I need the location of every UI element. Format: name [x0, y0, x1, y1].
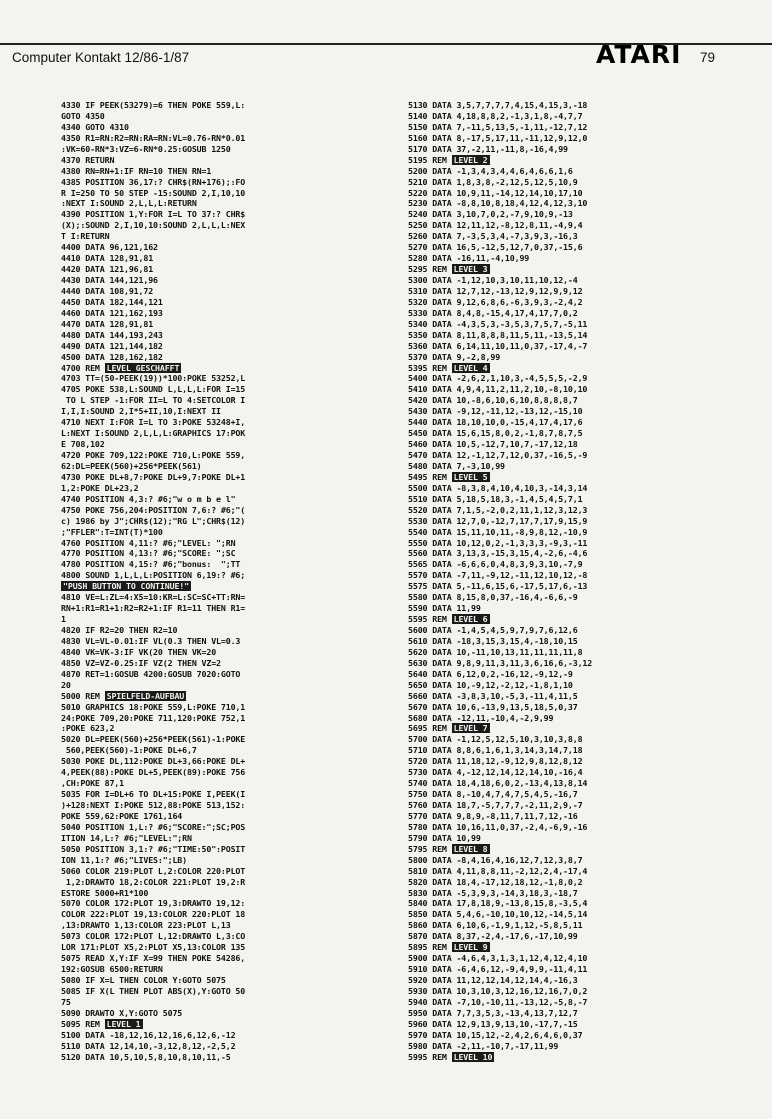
code-line: 5940 DATA -7,10,-10,11,-13,12,-5,8,-7: [408, 996, 588, 1007]
code-line: 5130 DATA 3,5,7,7,7,7,4,15,4,15,3,-18: [408, 100, 588, 110]
code-line: ITION 14,L:? #6;"LEVEL:";RN: [61, 832, 192, 843]
code-line: 5210 DATA 1,8,3,8,-2,12,5,12,5,10,9: [408, 176, 578, 187]
code-line: [408, 472, 753, 483]
code-line: 20: [61, 679, 71, 690]
code-line: 5820 DATA 18,4,-17,12,18,12,-1,8,0,2: [408, 876, 583, 887]
code-line: 4800 SOUND 1,L,L,L:POSITION 6,19:? #6;: [61, 570, 246, 581]
code-line: 5500 DATA -8,3,8,4,10,4,10,3,-14,3,14: [408, 482, 588, 493]
code-line: 62:DL=PEEK(560)+256*PEEK(561): [61, 460, 202, 471]
code-line: 4350 R1=RN:R2=RN:RA=RN:VL=0.76-RN*0.01: [61, 132, 246, 143]
code-line: 5300 DATA -1,12,10,3,10,11,10,12,-4: [408, 275, 578, 285]
code-line: 5610 DATA -18,3,15,3,15,4,-18,10,15: [408, 635, 578, 646]
code-line: 5640 DATA 6,12,0,2,-16,12,-9,12,-9: [408, 668, 573, 679]
code-line-prefix: 4700 REM: [61, 362, 105, 373]
code-line: 4720 POKE 709,122:POKE 710,L:POKE 559,: [61, 450, 246, 460]
inverse-video-label: LEVEL 2: [453, 154, 488, 165]
code-line: [61, 581, 391, 592]
code-line: 5760 DATA 18,7,-5,7,7,7,-2,11,2,9,-7: [408, 800, 583, 810]
code-line: 4,PEEK(88):POKE DL+5,PEEK(89):POKE 756: [61, 767, 246, 778]
code-line: :VK=60-RN*3:VZ=6-RN*0.25:GOSUB 1250: [61, 143, 231, 154]
listing-column-left: [61, 100, 391, 1063]
publication-title: Computer Kontakt 12/86-1/87: [12, 50, 190, 65]
code-line: 4830 VL=VL-0.01:IF VL(0.3 THEN VL=0.3: [61, 635, 241, 646]
code-line-prefix: 5895 REM: [408, 942, 452, 953]
code-line: [408, 723, 753, 734]
code-line: 5260 DATA 7,-3,5,3,4,-7,3,9,3,-16,3: [408, 231, 578, 242]
code-line: 1: [61, 614, 66, 625]
inverse-video-label: "PUSH BUTTON TO CONTINUE!": [63, 581, 189, 592]
code-line: 4480 DATA 144,193,243: [61, 329, 163, 340]
code-line: 5110 DATA 12,14,10,-3,12,8,12,-2,5,2: [61, 1040, 236, 1051]
code-line: 5600 DATA -1,4,5,4,5,9,7,9,7,6,12,6: [408, 625, 578, 635]
code-line: 5680 DATA -12,11,-10,4,-2,9,99: [408, 712, 554, 723]
code-line: 4330 IF PEEK(53279)=6 THEN POKE 559,L:: [61, 100, 246, 110]
code-line-prefix: 5295 REM: [408, 264, 452, 275]
code-line: 4430 DATA 144,121,96: [61, 275, 158, 285]
code-line: 5450 DATA 15,6,15,8,0,2,-1,8,7,8,7,5: [408, 428, 583, 439]
code-line: 5910 DATA -6,4,6,12,-9,4,9,9,-11,4,11: [408, 964, 588, 975]
code-line: 5480 DATA 7,-3,10,99: [408, 460, 505, 471]
inverse-video-label: LEVEL GESCHAFFT: [106, 362, 180, 373]
code-line: ION 11,1:? #6;"LIVES:";LB): [61, 854, 187, 865]
code-line: 4410 DATA 128,91,81: [61, 253, 154, 264]
code-line: 4850 VZ=VZ-0.25:IF VZ(2 THEN VZ=2: [61, 657, 221, 668]
code-line: 5230 DATA -8,8,10,8,18,4,12,4,12,3,10: [408, 198, 588, 209]
code-line: E 708,102: [61, 439, 105, 450]
code-line: 5620 DATA 10,-11,10,13,11,11,11,11,8: [408, 646, 583, 657]
code-line: 4420 DATA 121,96,81: [61, 264, 154, 275]
code-line: 5510 DATA 5,18,5,18,3,-1,4,5,4,5,7,1: [408, 493, 583, 504]
code-line: 5575 DATA 5,-11,6,15,6,-17,5,17,6,-13: [408, 581, 588, 592]
code-line: 4380 RN=RN+1:IF RN=10 THEN RN=1: [61, 165, 212, 176]
code-line: 1,2:DRAWTO 18,2:COLOR 221:PLOT 19,2:R: [61, 876, 246, 887]
code-line: GOTO 4350: [61, 110, 105, 121]
code-line: 5350 DATA 8,11,8,8,8,11,5,11,-13,5,14: [408, 329, 588, 340]
code-line: 5870 DATA 8,37,-2,4,-17,6,-17,10,99: [408, 931, 578, 942]
code-line: (X);:SOUND 2,I,10,10:SOUND 2,L,L,L:NEX: [61, 220, 246, 231]
code-line: 5950 DATA 7,7,3,5,3,-13,4,13,7,12,7: [408, 1007, 578, 1018]
code-line: 5630 DATA 9,8,9,11,3,11,3,6,16,6,-3,12: [408, 657, 593, 668]
code-line: 4460 DATA 121,162,193: [61, 307, 163, 318]
code-line: 5980 DATA -2,11,-10,7,-17,11,99: [408, 1040, 559, 1051]
code-line: [61, 363, 391, 374]
code-line: 560,PEEK(560)-1:POKE DL+6,7: [61, 745, 197, 756]
code-line: 5073 COLOR 172:PLOT L,12:DRAWTO L,3:CO: [61, 931, 246, 942]
code-line: 5410 DATA 4,9,4,11,2,11,2,10,-8,10,10: [408, 384, 588, 395]
code-line: 5920 DATA 11,12,12,14,12,14,4,-16,3: [408, 975, 578, 985]
code-line: 5730 DATA 4,-12,12,14,12,14,10,-16,4: [408, 767, 583, 778]
code-line: 4440 DATA 108,91,72: [61, 285, 154, 296]
code-line: 5085 IF X(L THEN PLOT ABS(X),Y:GOTO 50: [61, 985, 246, 996]
code-line: 5030 POKE DL,112:POKE DL+3,66:POKE DL+: [61, 756, 246, 767]
code-line: [408, 264, 753, 275]
code-line: 5780 DATA 10,16,11,0,37,-2,4,-6,9,-16: [408, 821, 588, 832]
code-line-prefix: 5395 REM: [408, 362, 452, 373]
code-line: 4703 TT=(50-PEEK(19))*100:POKE 53252,L: [61, 373, 246, 384]
code-line: 5660 DATA -3,8,3,10,-5,3,-11,4,11,5: [408, 690, 578, 701]
code-line: 4770 POSITION 4,13:? #6;"SCORE: ";SC: [61, 548, 236, 559]
code-line: 4740 POSITION 4,3:? #6;"w o m b e l": [61, 493, 236, 504]
code-line: 5750 DATA 8,-10,4,7,4,7,5,4,5,-16,7: [408, 789, 578, 800]
code-line: 4490 DATA 121,144,182: [61, 340, 163, 351]
code-line: 5100 DATA -18,12,16,12,16,6,12,6,-12: [61, 1029, 236, 1040]
code-line: 5580 DATA 8,15,8,0,37,-16,4,-6,6,-9: [408, 592, 578, 603]
inverse-video-label: LEVEL 10: [453, 1051, 493, 1062]
code-line-prefix: 5000 REM: [61, 690, 105, 701]
code-line: 5090 DRAWTO X,Y:GOTO 5075: [61, 1007, 183, 1018]
code-line: 4705 POKE 538,L:SOUND L,L,L,L:FOR I=15: [61, 384, 246, 395]
code-line: 5850 DATA 5,4,6,-10,10,10,12,-14,5,14: [408, 909, 588, 920]
code-line: 5790 DATA 10,99: [408, 832, 481, 843]
code-line: 5400 DATA -2,6,2,1,10,3,-4,5,5,5,-2,9: [408, 373, 588, 384]
code-line: 5800 DATA -8,4,16,4,16,12,7,12,3,8,7: [408, 854, 583, 865]
code-line: [408, 942, 753, 953]
code-line: 5570 DATA -7,11,-9,12,-11,12,10,12,-8: [408, 570, 588, 581]
code-line: [408, 614, 753, 625]
code-line: 5270 DATA 16,5,-12,5,12,7,0,37,-15,6: [408, 242, 583, 253]
code-line: 5420 DATA 10,-8,6,10,6,10,8,8,8,8,7: [408, 395, 578, 406]
code-line: ,CH:POKE 87,1: [61, 778, 124, 789]
code-line: 5020 DL=PEEK(560)+256*PEEK(561)-1:POKE: [61, 734, 246, 745]
code-line: 5040 POSITION 1,L:? #6;"SCORE:";SC;POS: [61, 821, 246, 832]
code-line: 5320 DATA 9,12,6,8,6,-6,3,9,3,-2,4,2: [408, 296, 583, 307]
code-line: 5970 DATA 10,15,12,-2,4,2,6,4,6,0,37: [408, 1029, 583, 1040]
code-line: 5370 DATA 9,-2,8,99: [408, 351, 501, 362]
code-line: 5670 DATA 10,6,-13,9,13,5,18,5,0,37: [408, 701, 578, 712]
inverse-video-label: SPIELFELD-AUFBAU: [106, 690, 185, 701]
code-line: 5930 DATA 10,3,10,3,12,16,12,16,7,0,2: [408, 985, 588, 996]
code-line: 5070 COLOR 172:PLOT 19,3:DRAWTO 19,12:: [61, 898, 246, 909]
code-line: )+128:NEXT I:POKE 512,88:POKE 513,152:: [61, 800, 246, 810]
code-line: 5010 GRAPHICS 18:POKE 559,L:POKE 710,1: [61, 701, 246, 712]
code-line: 5710 DATA 8,8,6,1,6,1,3,14,3,14,7,18: [408, 745, 583, 756]
code-line-prefix: 5695 REM: [408, 723, 452, 734]
code-line: 4820 IF R2=20 THEN R2=10: [61, 625, 178, 635]
code-line: 192:GOSUB 6500:RETURN: [61, 964, 163, 975]
code-line: [61, 1019, 391, 1030]
code-line: 5540 DATA 15,11,10,11,-8,9,8,12,-10,9: [408, 526, 588, 537]
code-line: 5770 DATA 9,8,9,-8,11,7,11,7,12,-16: [408, 810, 578, 821]
code-line: 4750 POKE 756,204:POSITION 7,6:? #6;"(: [61, 504, 246, 515]
code-line: L:NEXT I:SOUND 2,L,L,L:GRAPHICS 17:POK: [61, 428, 246, 439]
code-line: 75: [61, 996, 71, 1007]
code-line: LOR 171:PLOT X5,2:PLOT X5,13:COLOR 135: [61, 942, 246, 953]
code-line: 1,2:POKE DL+23,2: [61, 482, 139, 493]
code-line: 5220 DATA 10,9,11,-14,12,14,10,17,10: [408, 187, 583, 198]
code-line: 5080 IF X=L THEN COLOR Y:GOTO 5075: [61, 975, 226, 985]
code-line: 4385 POSITION 36,17:? CHR$(RN+176);:FO: [61, 176, 246, 187]
code-line: [408, 155, 753, 166]
inverse-video-label: LEVEL 9: [453, 942, 488, 953]
code-line: 5170 DATA 37,-2,11,-11,8,-16,4,99: [408, 143, 568, 154]
code-line: 5140 DATA 4,18,8,8,2,-1,3,1,8,-4,7,7: [408, 110, 583, 121]
code-line: 5280 DATA -16,11,-4,10,99: [408, 253, 530, 264]
code-line: 5060 COLOR 219:PLOT L,2:COLOR 220:PLOT: [61, 865, 246, 876]
code-line: 5560 DATA 3,13,3,-15,3,15,4,-2,6,-4,6: [408, 548, 588, 559]
code-line: 5720 DATA 11,18,12,-9,12,9,8,12,8,12: [408, 756, 583, 767]
code-line: 4400 DATA 96,121,162: [61, 242, 158, 253]
code-line: 4710 NEXT I:FOR I=L TO 3:POKE 53248+I,: [61, 417, 246, 428]
code-line: 5810 DATA 4,11,8,8,11,-2,12,2,4,-17,4: [408, 865, 588, 876]
code-line: 5240 DATA 3,10,7,0,2,-7,9,10,9,-13: [408, 209, 573, 220]
code-line: 5470 DATA 12,-1,12,7,12,0,37,-16,5,-9: [408, 450, 588, 460]
code-line: 5250 DATA 12,11,12,-8,12,8,11,-4,9,4: [408, 220, 583, 231]
code-line: [408, 1052, 753, 1063]
code-line: 5310 DATA 12,7,12,-13,12,9,12,9,9,12: [408, 285, 583, 296]
code-line-prefix: 5095 REM: [61, 1018, 105, 1029]
code-line: 5840 DATA 17,8,18,9,-13,8,15,8,-3,5,4: [408, 898, 588, 909]
page-number: 79: [700, 50, 716, 65]
inverse-video-label: LEVEL 7: [453, 723, 488, 734]
code-line: 5360 DATA 6,14,11,10,11,0,37,-17,4,-7: [408, 340, 588, 351]
code-line: [61, 691, 391, 702]
code-line: 24:POKE 709,20:POKE 711,120:POKE 752,1: [61, 712, 246, 723]
code-line: 5200 DATA -1,3,4,3,4,4,6,4,6,6,1,6: [408, 165, 573, 176]
code-line: 4840 VK=VK-3:IF VK(20 THEN VK=20: [61, 646, 217, 657]
code-line: 4730 POKE DL+8,7:POKE DL+9,7:POKE DL+1: [61, 471, 246, 482]
code-line-prefix: 5595 REM: [408, 614, 452, 625]
inverse-video-label: LEVEL 5: [453, 471, 488, 482]
inverse-video-label: LEVEL 3: [453, 264, 488, 275]
code-line: 5860 DATA 6,10,6,-1,9,1,12,-5,8,5,11: [408, 920, 583, 931]
code-line: 5830 DATA -5,3,9,3,-14,3,18,3,-18,7: [408, 887, 578, 898]
code-line: :NEXT I:SOUND 2,L,L,L:RETURN: [61, 198, 197, 209]
code-line: ESTORE 5000+R1*100: [61, 887, 149, 898]
code-line: I,I,I:SOUND 2,I*5+II,10,I:NEXT II: [61, 406, 221, 417]
code-line: 5960 DATA 12,9,13,9,13,10,-17,7,-15: [408, 1018, 578, 1029]
code-line-prefix: 5995 REM: [408, 1051, 452, 1062]
code-line: RN+1:R1=R1+1:R2=R2+1:IF R1=11 THEN R1=: [61, 603, 246, 614]
code-line: 4340 GOTO 4310: [61, 121, 129, 132]
code-line: 5150 DATA 7,-11,5,13,5,-1,11,-12,7,12: [408, 121, 588, 132]
code-line: 5520 DATA 7,1,5,-2,0,2,11,1,12,3,12,3: [408, 504, 588, 515]
code-line: 5430 DATA -9,12,-11,12,-13,12,-15,10: [408, 406, 583, 417]
code-line: T I:RETURN: [61, 231, 110, 242]
code-line: 5330 DATA 8,4,8,-15,4,17,4,17,7,0,2: [408, 307, 578, 318]
code-line: 5650 DATA 10,-9,12,-2,12,-1,8,1,10: [408, 679, 573, 690]
code-line: 5700 DATA -1,12,5,12,5,10,3,10,3,8,8: [408, 734, 583, 745]
code-line: 5035 FOR I=DL+6 TO DL+15:POKE I,PEEK(I: [61, 789, 246, 800]
code-line: 5900 DATA -4,6,4,3,1,3,1,12,4,12,4,10: [408, 953, 588, 964]
code-line: 5120 DATA 10,5,10,5,8,10,8,10,11,-5: [61, 1051, 231, 1062]
code-line: 5340 DATA -4,3,5,3,-3,5,3,7,5,7,-5,11: [408, 318, 588, 329]
code-line: R I=250 TO 50 STEP -15:SOUND 2,I,10,10: [61, 187, 246, 198]
listing-column-right: [408, 100, 753, 1063]
code-line: ;"FFLER":T=INT(T)*100: [61, 526, 163, 537]
code-line: c) 1986 by J";CHR$(12);"RG L";CHR$(12): [61, 515, 246, 526]
code-line-prefix: 5795 REM: [408, 843, 452, 854]
code-line: 5565 DATA -6,6,6,0,4,8,3,9,3,10,-7,9: [408, 559, 583, 570]
code-line: 4780 POSITION 4,15:? #6;"bonus: ";TT: [61, 559, 241, 570]
code-line: 5460 DATA 10,5,-12,7,10,7,-17,12,18: [408, 439, 578, 450]
code-line: 5530 DATA 12,7,0,-12,7,17,7,17,9,15,9: [408, 515, 588, 526]
code-line: 4470 DATA 128,91,81: [61, 318, 154, 329]
code-line: 4450 DATA 182,144,121: [61, 296, 163, 307]
code-line: 4500 DATA 128,162,182: [61, 351, 163, 362]
code-line: 4810 VE=L:ZL=4:X5=10:KR=L:SC=SC+TT:RN=: [61, 592, 246, 603]
code-line: 4760 POSITION 4,11:? #6;"LEVEL: ";RN: [61, 537, 236, 548]
code-line: 4870 RET=1:GOSUB 4200:GOSUB 7020:GOTO: [61, 668, 241, 679]
code-line: 5440 DATA 18,10,10,0,-15,4,17,4,17,6: [408, 417, 583, 428]
inverse-video-label: LEVEL 4: [453, 362, 488, 373]
brand-logo: ATARI: [596, 40, 682, 69]
code-line: 4390 POSITION 1,Y:FOR I=L TO 37:? CHR$: [61, 209, 246, 220]
code-line: 4370 RETURN: [61, 154, 115, 165]
code-line: 5550 DATA 10,12,0,2,-1,3,3,3,-9,3,-11: [408, 537, 588, 548]
code-line-prefix: 5195 REM: [408, 154, 452, 165]
code-line: 5160 DATA 8,-17,5,17,11,-11,12,9,12,0: [408, 132, 588, 143]
code-line: 5740 DATA 18,4,18,6,0,2,-13,4,13,8,14: [408, 778, 588, 789]
code-line: [408, 844, 753, 855]
code-line-prefix: 5495 REM: [408, 471, 452, 482]
code-line: COLOR 222:PLOT 19,13:COLOR 220:PLOT 18: [61, 909, 246, 920]
code-line: 5075 READ X,Y:IF X=99 THEN POKE 54286,: [61, 953, 246, 964]
inverse-video-label: LEVEL 8: [453, 843, 488, 854]
inverse-video-label: LEVEL 6: [453, 614, 488, 625]
code-line: 5050 POSITION 3,1:? #6;"TIME:50":POSIT: [61, 843, 246, 854]
code-line: TO L STEP -1:FOR II=L TO 4:SETCOLOR I: [61, 395, 246, 406]
code-line: 5590 DATA 11,99: [408, 603, 481, 614]
code-line: ,13:DRAWTO 1,13:COLOR 223:PLOT L,13: [61, 920, 231, 931]
code-line: [408, 363, 753, 374]
code-line: POKE 559,62:POKE 1761,164: [61, 810, 183, 821]
code-line: :POKE 623,2: [61, 723, 115, 734]
inverse-video-label: LEVEL 1: [106, 1018, 141, 1029]
